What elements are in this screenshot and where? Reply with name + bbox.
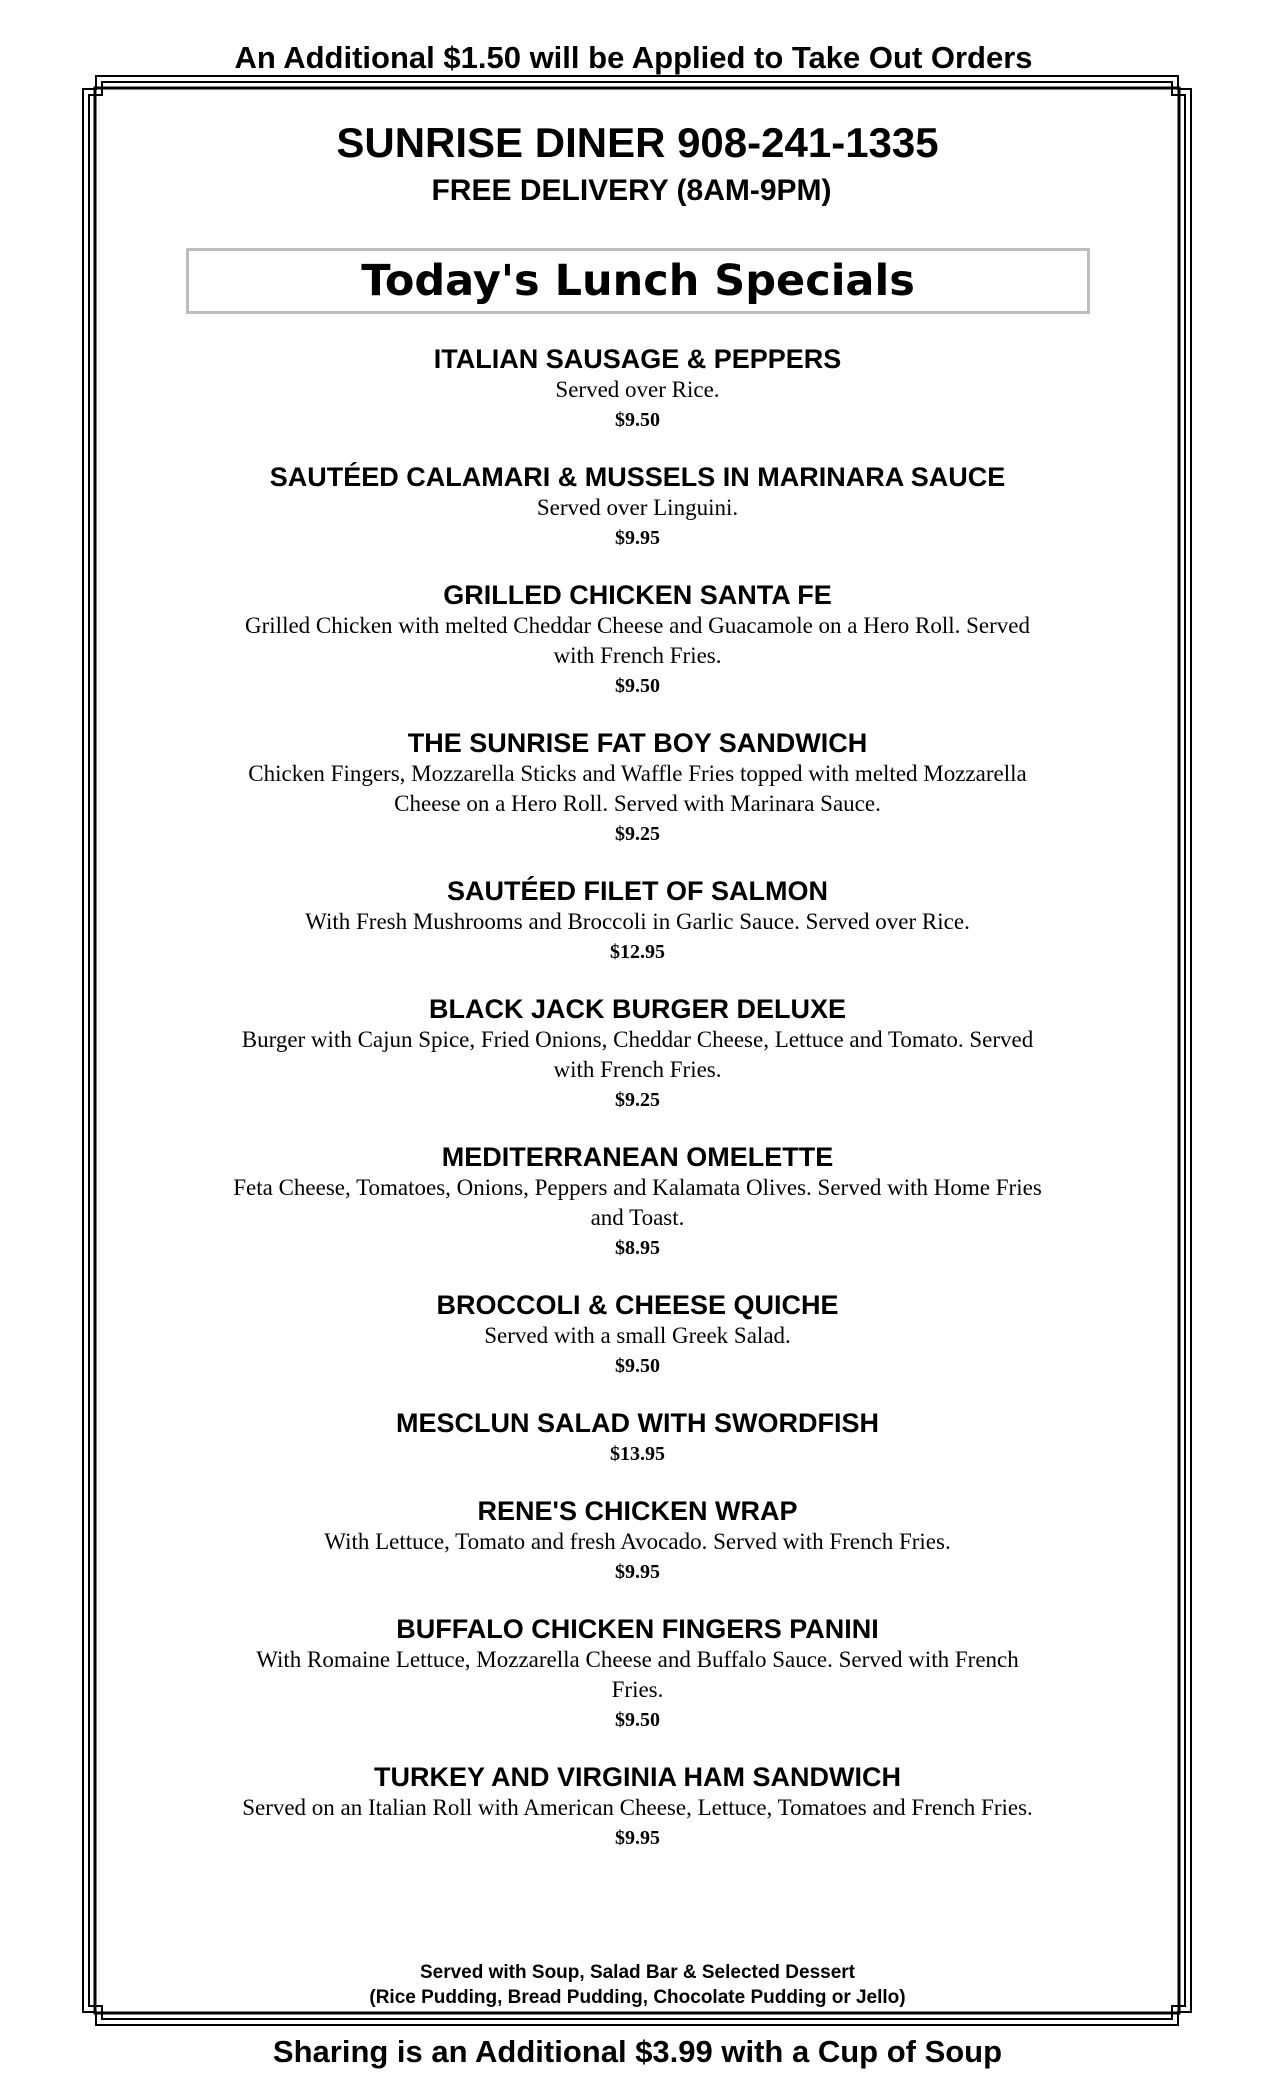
menu-item-name: BLACK JACK BURGER DELUXE <box>428 994 847 1024</box>
menu-item-price: $9.95 <box>615 1827 660 1849</box>
menu-item-description: Chicken Fingers, Mozzarella Sticks and Waffle Fries topped with melted Mozzarella <box>248 761 1027 786</box>
delivery-hours: FREE DELIVERY (8AM-9PM) <box>431 174 832 207</box>
menu-item-description: and Toast. <box>590 1205 685 1230</box>
menu-item-price: $12.95 <box>610 941 665 963</box>
menu-item-price: $9.50 <box>615 1355 660 1377</box>
served-with-line1: Served with Soup, Salad Bar & Selected Dessert <box>419 1962 856 1983</box>
menu-item-name: MESCLUN SALAD WITH SWORDFISH <box>396 1408 879 1438</box>
diner-name-phone: SUNRISE DINER 908-241-1335 <box>336 119 939 166</box>
menu-item <box>190 1495 1085 1587</box>
menu-item <box>190 727 1085 849</box>
menu-item-description: Served with a small Greek Salad. <box>484 1323 791 1348</box>
specials-title-box <box>186 248 1090 314</box>
specials-title: Today's Lunch Specials <box>361 256 915 306</box>
menu-item <box>190 1407 1085 1469</box>
menu-item-name: BROCCOLI & CHEESE QUICHE <box>436 1290 839 1320</box>
menu-item-description: Grilled Chicken with melted Cheddar Cheese and Guacamole on a Hero Roll. Served <box>245 613 1030 638</box>
menu-item-name: ITALIAN SAUSAGE & PEPPERS <box>433 344 842 374</box>
takeout-notice-text: An Additional $1.50 will be Applied to Take Out Orders <box>234 40 1033 75</box>
menu-item <box>190 1289 1085 1381</box>
menu-item-description: Feta Cheese, Tomatoes, Onions, Peppers and Kalamata Olives. Served with Home Fries <box>233 1175 1042 1200</box>
menu-item-price: $9.95 <box>615 527 660 549</box>
menu-item-description: Cheese on a Hero Roll. Served with Marinara Sauce. <box>394 791 881 816</box>
menu-item-name: SAUTÉED FILET OF SALMON <box>447 876 828 906</box>
menu-item <box>190 1141 1085 1263</box>
menu-item-price: $9.50 <box>615 1709 660 1731</box>
menu-item-price: $9.50 <box>615 675 660 697</box>
menu-item-description: With Romaine Lettuce, Mozzarella Cheese and Buffalo Sauce. Served with French <box>256 1647 1019 1672</box>
menu-item-description: Fries. <box>611 1677 664 1702</box>
menu-item-name: MEDITERRANEAN OMELETTE <box>441 1142 834 1172</box>
menu-item-price: $9.50 <box>615 409 660 431</box>
served-with-note <box>0 1960 1275 2010</box>
menu-item-description: Burger with Cajun Spice, Fried Onions, Cheddar Cheese, Lettuce and Tomato. Served <box>241 1027 1034 1052</box>
sharing-notice: Sharing is an Additional $3.99 with a Cup of Soup <box>272 2034 1003 2069</box>
menu-item <box>190 1761 1085 1853</box>
menu-item-price: $9.95 <box>615 1561 660 1583</box>
specials-list <box>190 343 1085 1879</box>
menu-item-name: SAUTÉED CALAMARI & MUSSELS IN MARINARA SAUCE <box>269 462 1006 492</box>
menu-item-description: With Fresh Mushrooms and Broccoli in Garlic Sauce. Served over Rice. <box>305 909 970 934</box>
menu-item-name: THE SUNRISE FAT BOY SANDWICH <box>407 728 868 758</box>
served-with-line2: (Rice Pudding, Bread Pudding, Chocolate Pudding or Jello) <box>369 1987 906 2008</box>
menu-item-price: $9.25 <box>615 1089 660 1111</box>
menu-item <box>190 461 1085 553</box>
menu-item-description: Served on an Italian Roll with American Cheese, Lettuce, Tomatoes and French Fries. <box>242 1795 1033 1820</box>
menu-item-price: $8.95 <box>615 1237 660 1259</box>
menu-item-description: with French Fries. <box>553 643 722 668</box>
menu-item-description: with French Fries. <box>553 1057 722 1082</box>
menu-item-name: BUFFALO CHICKEN FINGERS PANINI <box>396 1614 879 1644</box>
menu-item <box>190 993 1085 1115</box>
menu-item-price: $9.25 <box>615 823 660 845</box>
menu-item-description: Served over Linguini. <box>536 495 739 520</box>
menu-item-description: Served over Rice. <box>555 377 720 402</box>
menu-item <box>190 875 1085 967</box>
menu-item-description: With Lettuce, Tomato and fresh Avocado. Served with French Fries. <box>324 1529 951 1554</box>
menu-item <box>190 343 1085 435</box>
menu-item-name: GRILLED CHICKEN SANTA FE <box>443 580 832 610</box>
header <box>0 115 1275 211</box>
menu-item <box>190 1613 1085 1735</box>
menu-item-price: $13.95 <box>610 1443 665 1465</box>
menu-item-name: TURKEY AND VIRGINIA HAM SANDWICH <box>373 1762 901 1792</box>
menu-item-name: RENE'S CHICKEN WRAP <box>477 1496 798 1526</box>
menu-item <box>190 579 1085 701</box>
